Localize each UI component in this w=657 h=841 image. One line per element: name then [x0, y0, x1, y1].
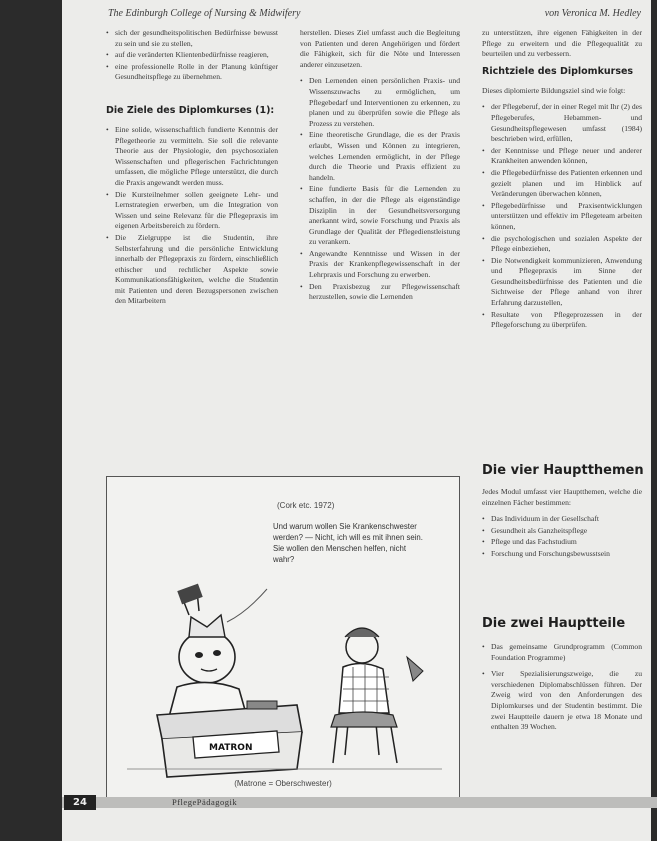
richtziele-bullet-list: [482, 102, 642, 330]
section-heading-ziele: Die Ziele des Diplomkurses (1):: [106, 104, 275, 116]
matron-figure: [169, 584, 247, 717]
scan-edge-shadow: [651, 0, 657, 841]
list-item: • auf die veränderten Klientenbedürfnisse reagieren,: [106, 50, 278, 61]
list-item: • sich der gesundheitspolitischen Bedürfnisse bewusst zu sein und sie zu stellen,: [106, 28, 278, 49]
list-item: • Pflege und das Fachstudium: [482, 537, 642, 548]
list-item: • Eine fundierte Basis für die Lernenden zu schaffen, in der die Pflege als eigenständige Disziplin in der Gesundheitsversorgung anerkannt wird, sowie Forschung und Praxis als Grundlage der Qualität der Pflegedienstleistung zu verankern.: [300, 184, 460, 248]
list-item: • Den Lernenden einen persönlichen Praxis- und Wissenszuwachs zu ermöglichen, um Pflegebedarf und Interventionen zu erkennen, zu planen und zu überprüfen sowie die Pflege als Prozess zu verstehen.: [300, 76, 460, 129]
left-column: [106, 28, 278, 308]
list-item: • Das gemeinsame Grundprogramm (Common Foundation Programme): [482, 642, 642, 663]
cartoon-figure: [106, 476, 460, 800]
page-footer: [62, 797, 657, 811]
paragraph-continuation: herstellen. Dieses Ziel umfasst auch die Begleitung von Patienten und deren Angehörigen und fördert die Fähigkeit, sich für die Nöte und Interessen anderer einzusetzen.: [300, 28, 460, 69]
middle-bullet-list: [300, 76, 460, 302]
section-heading-hauptteile: Die zwei Hauptteile: [482, 616, 626, 631]
list-item: • Die Kursteilnehmer sollen geeignete Lehr- und Lernstrategien erwerben, um die Integration von Wissen und seine Relevanz für die Pflegepraxis im eigenen Arbeitsbereich zu fördern.: [106, 190, 278, 232]
applicant-figure: [331, 628, 423, 763]
list-item: • Eine theoretische Grundlage, die es der Praxis erlaubt, Wissen und Können zu integrieren, welches Lernenden ermöglicht, in der Pflege durch die Theorie und Praxis effizient zu handeln.: [300, 130, 460, 183]
themes-block: [482, 487, 642, 561]
footer-journal-title: PflegePädagogik: [172, 797, 238, 807]
right-column: [482, 28, 642, 332]
list-item: • Den Praxisbezug zur Pflegewissenschaft herzustellen, sowie die Lernenden: [300, 282, 460, 303]
list-item: • Das Individuum in der Gesellschaft: [482, 514, 642, 525]
ziele-bullet-list: [106, 125, 278, 307]
list-item: • Resultate von Pflegeprozessen in der Pflegeforschung zu überprüfen.: [482, 310, 642, 331]
cartoon-credit: (Cork etc. 1972): [277, 501, 335, 510]
scan-binding-shadow: [0, 0, 62, 841]
paragraph-continuation: zu unterstützen, ihre eigenen Fähigkeiten in der Pflege zu erweitern und die Pflegequalität zu beurteilen und zu verbessern.: [482, 28, 642, 59]
header-institution: The Edinburgh College of Nursing & Midwifery: [108, 8, 301, 19]
list-item: • Eine solide, wissenschaftlich fundierte Kenntnis der Pflegetheorie zu vermitteln. Sie soll die relevante Theorie aus der Physiologie, den psychosozialen Wissenschaften und pflegerischen Fachrichtungen umfassen, die mögliche Pflege unterstützt, die durch die Praxis angewandt werden muss.: [106, 125, 278, 189]
list-item: • der Kenntnisse und Pflege neuer und anderer Krankheiten anwenden können,: [482, 146, 642, 167]
list-item: • eine professionelle Rolle in der Planung künftiger Gesundheitspflege zu übernehmen.: [106, 62, 278, 83]
list-item: • die Pflegebedürfnisse des Patienten erkennen und gezielt planen und im Hinblick auf Veränderungen überwachen können,: [482, 168, 642, 200]
parts-list: [482, 642, 642, 733]
footer-band: [62, 797, 657, 808]
page-number: 24: [64, 795, 96, 810]
list-item: • Forschung und Forschungsbewusstsein: [482, 549, 642, 560]
list-item: • Die Notwendigkeit kommunizieren, Anwendung und Pflegepraxis im Sinne der Gesundheitsbedürfnisse des Patienten und die Sichtweise der Pflege anhand von ihrer Erfahrung darzustellen,: [482, 256, 642, 309]
paragraph-richtziele-intro: Dieses diplomierte Bildungsziel sind wie folgt:: [482, 85, 626, 95]
list-item: • die psychologischen und sozialen Aspekte der Pflege einbeziehen,: [482, 234, 642, 255]
cartoon-speech-text: Und warum wollen Sie Krankenschwester werden? — Nicht, ich will es mit ihnen sein. Sie wollen den Menschen helfen, nicht wahr?: [273, 522, 423, 564]
list-item: • Vier Spezialisierungszweige, die zu verschiedenen Diplomabschlüssen führen. Der Zweig wird von den Anforderungen des Diplomkurses und der Studentin bestimmt. Die zwei Hauptteile dauern je etwa 18 Monate und enthalten 39 Wochen.: [482, 669, 642, 733]
list-item: • Angewandte Kenntnisse und Wissen in der Praxis der Krankenpflegewissenschaft in der Lehrpraxis und Forschung zu erwerben.: [300, 249, 460, 281]
list-item: • der Pflegeberuf, der in einer Regel mit Ihr (2) des Pflegeberufes, Hebammen- und Gesundheitspflegewesen umfasst (1984) beschrieben wird, erfüllen,: [482, 102, 642, 144]
paragraph-themes-intro: Jedes Modul umfasst vier Hauptthemen, welche die einzelnen Fächer bestimmen:: [482, 487, 642, 507]
intro-bullet-list: [106, 28, 278, 83]
section-heading-richtziele: Richtziele des Diplomkurses: [482, 65, 634, 77]
list-item: • Gesundheit als Ganzheitspflege: [482, 526, 642, 537]
list-item: • Pflegebedürfnisse und Praxisentwicklungen unterstützen und effektiv im Pflegeteam arbeiten können,: [482, 201, 642, 233]
cartoon-caption: (Matrone = Oberschwester): [234, 779, 332, 788]
parts-block: [482, 642, 642, 734]
middle-column: [300, 28, 460, 304]
desk-sign-label: MATRON: [209, 743, 253, 753]
running-header: [108, 8, 643, 24]
section-heading-hauptthemen: Die vier Hauptthemen: [482, 463, 644, 478]
themes-list: [482, 514, 642, 559]
list-item: • Die Zielgruppe ist die Studentin, ihre Selbsterfahrung und die persönliche Entwicklung innerhalb der Pflegepraxis zu fördern, einschließlich ethischer und rechtlicher Aspekte sowie Kommunikationsfähigkeiten, welche die Studentin mit Patienten und deren Bezugspersonen zwischen den Mitarbeitern: [106, 233, 278, 307]
header-author: von Veronica M. Hedley: [544, 8, 641, 19]
